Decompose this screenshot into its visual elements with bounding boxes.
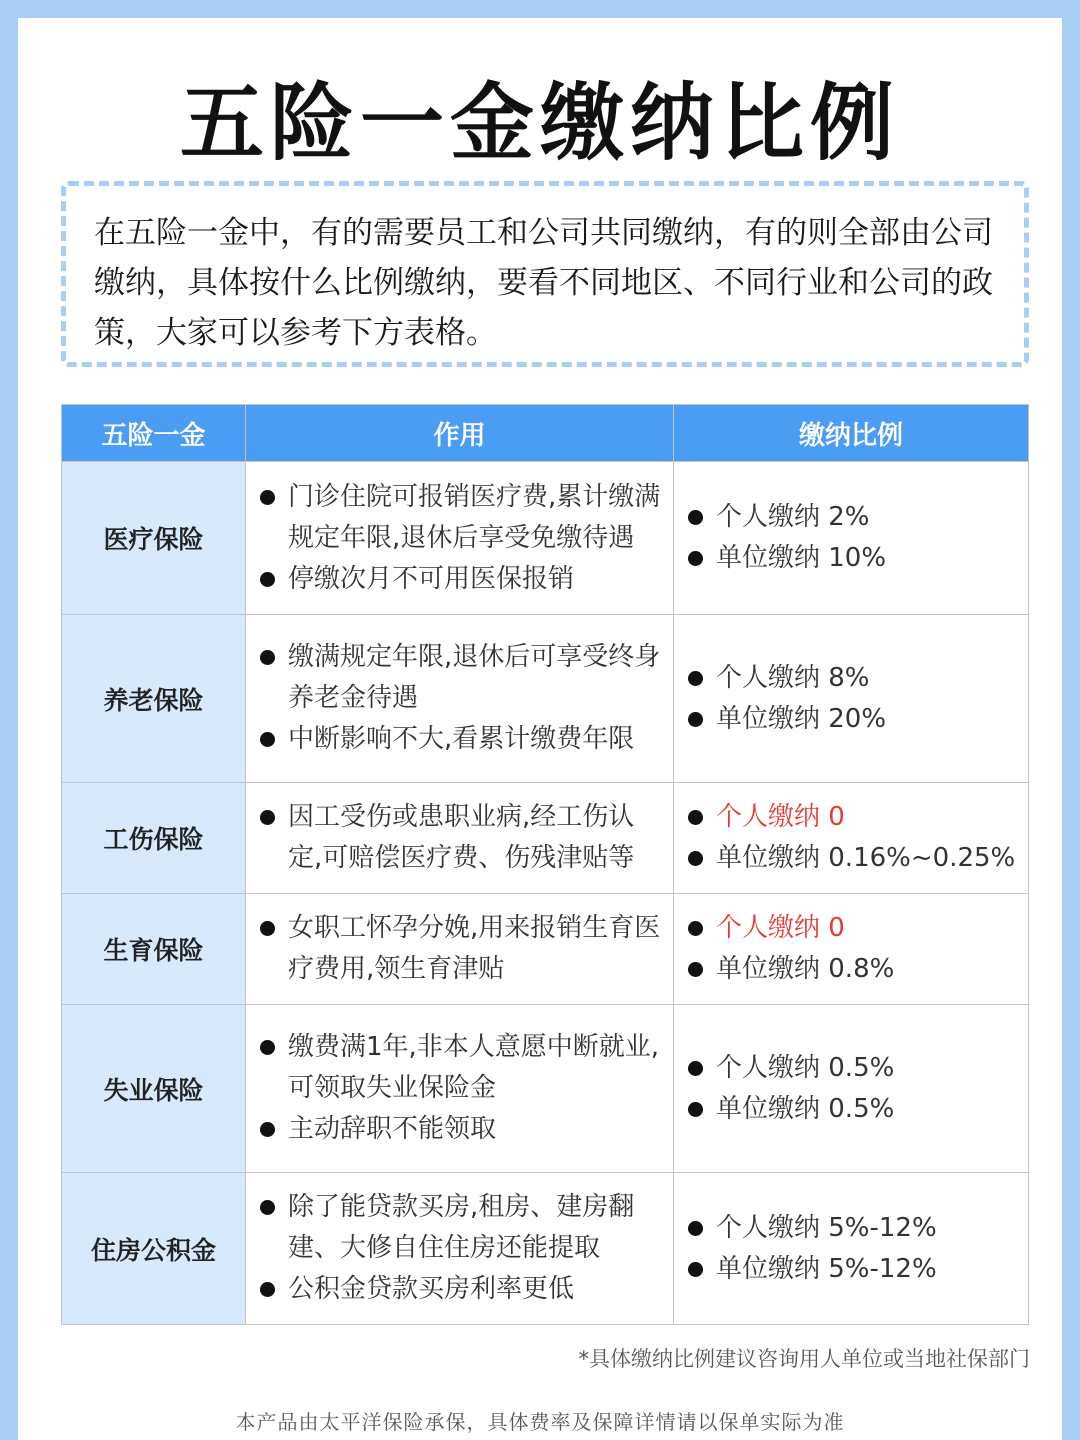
header-rate: 缴纳比例 (674, 405, 1029, 462)
rate-item: 个人缴纳 2% (686, 497, 1018, 538)
row-use (246, 783, 674, 894)
rate-item: 单位缴纳 0.16%~0.25% (686, 838, 1018, 879)
use-item: 除了能贷款买房,租房、建房翻建、大修自住住房还能提取 (258, 1187, 663, 1269)
rate-item: 单位缴纳 5%-12% (686, 1249, 1018, 1290)
insurance-table (61, 404, 1029, 1325)
use-item: 女职工怀孕分娩,用来报销生育医疗费用,领生育津贴 (258, 908, 663, 990)
rate-item: 单位缴纳 20% (686, 699, 1018, 740)
rate-item-highlight: 个人缴纳 0 (686, 908, 1018, 949)
rate-item: 单位缴纳 0.5% (686, 1089, 1018, 1130)
row-rate (674, 1005, 1029, 1173)
row-use (246, 1005, 674, 1173)
rate-item-highlight: 个人缴纳 0 (686, 797, 1018, 838)
use-item: 因工受伤或患职业病,经工伤认定,可赔偿医疗费、伤残津贴等 (258, 797, 663, 879)
table-row (62, 783, 1029, 894)
row-name: 住房公积金 (62, 1173, 246, 1325)
row-use (246, 462, 674, 615)
header-use: 作用 (246, 405, 674, 462)
rate-item: 单位缴纳 10% (686, 538, 1018, 579)
use-item: 公积金贷款买房利率更低 (258, 1269, 663, 1310)
row-use (246, 894, 674, 1005)
use-item: 停缴次月不可用医保报销 (258, 559, 663, 600)
use-item: 门诊住院可报销医疗费,累计缴满规定年限,退休后享受免缴待遇 (258, 477, 663, 559)
row-rate (674, 615, 1029, 783)
use-item: 主动辞职不能领取 (258, 1109, 663, 1150)
header-name: 五险一金 (62, 405, 246, 462)
use-item: 缴满规定年限,退休后可享受终身养老金待遇 (258, 637, 663, 719)
table-row (62, 615, 1029, 783)
disclaimer: 本产品由太平洋保险承保，具体费率及保障详情请以保单实际为准 (235, 1410, 845, 1434)
row-name: 生育保险 (62, 894, 246, 1005)
row-name: 失业保险 (62, 1005, 246, 1173)
table-header-row (62, 405, 1029, 462)
row-rate (674, 462, 1029, 615)
intro-box: 在五险一金中，有的需要员工和公司共同缴纳，有的则全部由公司缴纳，具体按什么比例缴纳，要看不同地区、不同行业和公司的政策，大家可以参考下方表格。 (61, 181, 1029, 367)
use-item: 缴费满1年,非本人意愿中断就业,可领取失业保险金 (258, 1027, 663, 1109)
row-name: 医疗保险 (62, 462, 246, 615)
row-use (246, 615, 674, 783)
rate-item: 个人缴纳 8% (686, 658, 1018, 699)
rate-item: 个人缴纳 5%-12% (686, 1208, 1018, 1249)
footnote: *具体缴纳比例建议咨询用人单位或当地社保部门 (578, 1347, 1030, 1371)
table-row (62, 462, 1029, 615)
page-title: 五险一金缴纳比例 (179, 74, 900, 172)
row-rate (674, 894, 1029, 1005)
row-rate (674, 783, 1029, 894)
table-row (62, 1005, 1029, 1173)
use-item: 中断影响不大,看累计缴费年限 (258, 719, 663, 760)
row-name: 工伤保险 (62, 783, 246, 894)
row-name: 养老保险 (62, 615, 246, 783)
row-use (246, 1173, 674, 1325)
row-rate (674, 1173, 1029, 1325)
content-card (18, 18, 1062, 1440)
rate-item: 个人缴纳 0.5% (686, 1048, 1018, 1089)
rate-item: 单位缴纳 0.8% (686, 949, 1018, 990)
table-row (62, 894, 1029, 1005)
table-row (62, 1173, 1029, 1325)
